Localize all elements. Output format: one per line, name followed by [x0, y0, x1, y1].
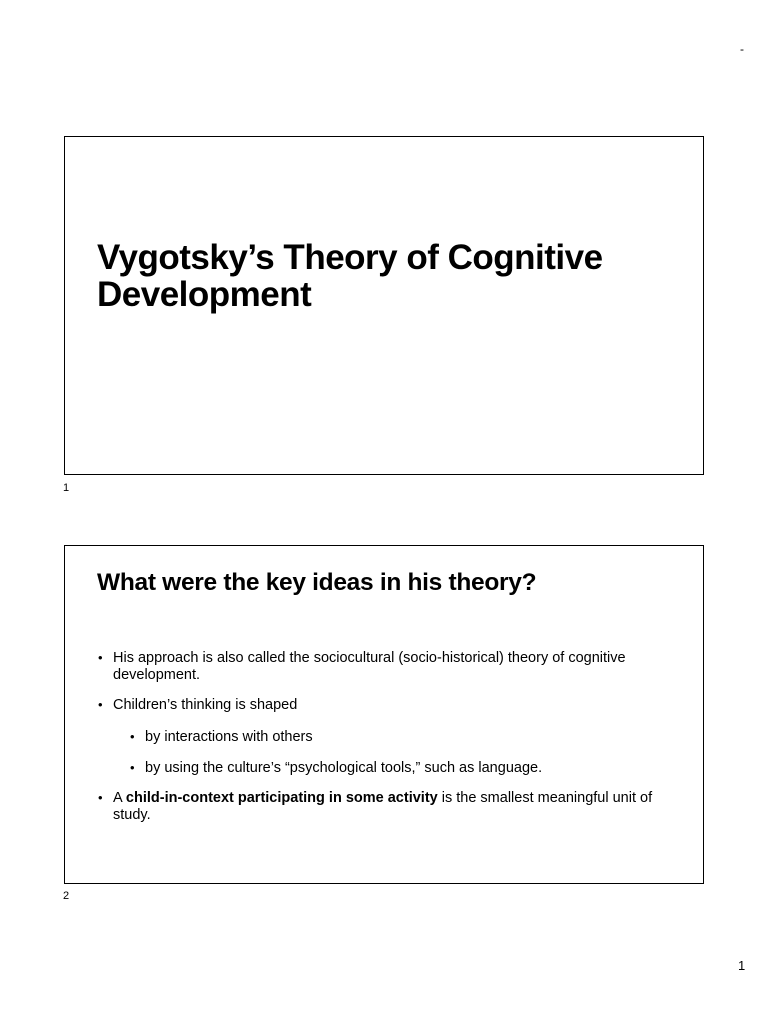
- bullet-text-prefix: A: [113, 790, 126, 806]
- bullet-item: • His approach is also called the sociocultural (socio-historical) theory of cognitive development.: [97, 650, 687, 684]
- slide-1-title: Vygotsky’s Theory of Cognitive Development: [97, 238, 603, 314]
- page-number: 1: [738, 958, 746, 973]
- corner-mark: -: [740, 42, 744, 56]
- bullet-text-suffix: is the smallest meaningful unit of study.: [113, 790, 653, 823]
- bullet-list: [97, 650, 687, 837]
- slide-2-number: 2: [63, 890, 70, 902]
- sub-bullet-item: • by interactions with others: [129, 729, 687, 746]
- slide-1-number: 1: [63, 482, 70, 494]
- bullet-item: [97, 697, 687, 777]
- sub-bullet-item: • by using the culture’s “psychological tools,” such as language.: [129, 760, 687, 777]
- bullet-item: [97, 790, 687, 824]
- slide-1: [64, 136, 704, 475]
- slide-2: [64, 545, 704, 884]
- bullet-text: Children’s thinking is shaped: [113, 697, 298, 713]
- bullet-text-bold: child-in-context participating in some activity: [125, 790, 438, 806]
- slide-2-title: What were the key ideas in his theory?: [97, 569, 537, 596]
